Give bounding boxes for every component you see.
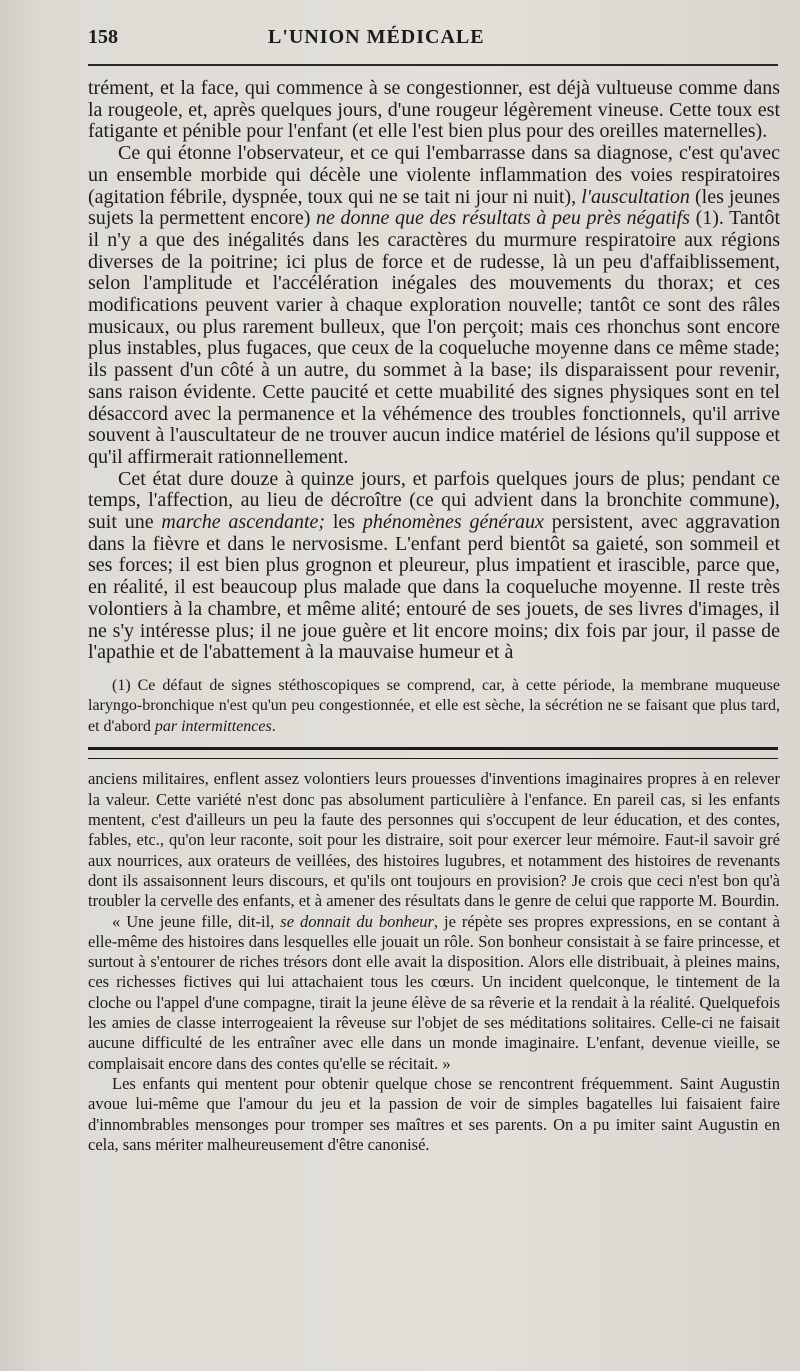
footnote-text-c: . [271, 717, 276, 735]
page-header [88, 26, 778, 66]
feuilleton-paragraph-2-text-b: , je répète ses propres expressions, en se contant à elle-même des histoires dans lesquelles elle jouait un rôle. Son bonheur consistait à se faire princesse, et surtout à s'entourer de riches trésors dont elle avait la disposition. Alors elle distribuait, à pleines mains, ces richesses fictives qui lui attachaient tous les cœurs. Un incident quelconque, le tintement de la cloche ou l'appel d'une compagne, tirait la jeune élève de sa rêverie et la rendait à la réalité. Quelquefois les amies de classe interrogeaient la rêveuse sur l'objet de ses méditations solitaires. Celle-ci ne faisait aucune difficulté de les entraîner avec elle dans un monde imaginaire. L'enfant, devenue vieille, se complaisait encore dans des contes qu'elle se récitait. » [88, 911, 781, 1073]
page-number: 158 [88, 26, 118, 48]
paragraph-3-text-a: Cet état dure douze à quinze jours, et parfois quelques jours de plus; pendant ce temps, l'affection, au lieu de décroître (ce qui advient dans la bronchite commune), suit une [88, 467, 780, 534]
feuilleton-paragraph-3-text: Les enfants qui mentent pour obtenir quelque chose se rencontrent fréquemment. Saint Augustin avoue lui-même que l'amour du jeu et la passion de voir de simples bagatelles lui faisaient faire d'innombrables mensonges pour tromper ses maîtres et ses parents. On a pu imiter saint Augustin en cela, sans mériter malheureusement d'être canonisé. [88, 1073, 780, 1154]
running-title: L'UNION MÉDICALE [268, 26, 485, 48]
feuilleton-section [88, 769, 780, 1155]
paragraph-2-italic-b: ne donne que des résultats à peu près négatifs [316, 207, 690, 230]
paragraph-2-text-a: Ce qui étonne l'observateur, et ce qui l'embarrasse dans sa diagnose, c'est qu'avec un ensemble morbide qui décèle une violente inflammation des voies respiratoires (agitation fébrile, dyspnée, toux qui ne se tait ni jour ni nuit), [88, 142, 780, 208]
footnote [88, 676, 780, 738]
paragraph-3-italic-b: phénomènes généraux [362, 511, 544, 534]
paragraph-2 [88, 143, 780, 469]
paragraph-2-text-b: (les jeunes sujets la permettent encore) [88, 185, 780, 230]
paragraph-2-text-c: (1). Tantôt il n'y a que des inégalités dans les caractères du murmure respiratoire aux régions diverses de la poitrine; ici plus de force et de rudesse, là un peu d'affaiblissement, selon l'amplitude et l'accélération inégales des mouvements du thorax; et ces modifications peuvent varier à chaque exploration nouvelle; tantôt ce sont des râles musicaux, ou plus rarement bulleux, que l'on perçoit; mais ces rhonchus sont encore plus instables, plus fugaces, que ceux de la coqueluche moyenne dans ce même stade; ils passent d'un côté à un autre, du sommet à la base; ils disparaissent pour revenir, sans raison évidente. Cette paucité et cette muabilité des signes physiques sont en tel désaccord avec la permanence et la véhémence des troubles fonctionnels, qu'il arrive souvent à l'auscultateur de ne trouver aucun indice matériel de lésions qu'il suppose et qu'il affirmerait rationnellement. [88, 207, 780, 468]
paragraph-3 [88, 469, 780, 664]
feuilleton-paragraph-2-text-a: « Une jeune fille, dit-il, [112, 911, 281, 931]
paragraph-3-text-b: les [325, 511, 363, 534]
feuilleton-separator [88, 747, 778, 759]
feuilleton-paragraph-1 [88, 769, 780, 911]
paragraph-1-text: trément, et la face, qui commence à se congestionner, est déjà vultueuse comme dans la rougeole, et, après quelques jours, d'une rougeur légèrement vineuse. Cette toux est fatigante et pénible pour l'enfant (et elle l'est bien plus pour des oreilles maternelles). [88, 77, 780, 143]
feuilleton-paragraph-2-italic: se donnait du bonheur [280, 911, 434, 931]
main-article [88, 78, 780, 664]
paragraph-2-italic-a: l'auscultation [581, 185, 690, 208]
footnote-italic: par intermittences [154, 717, 272, 735]
paragraph-1 [88, 78, 780, 143]
feuilleton-paragraph-1-text: anciens militaires, enflent assez volontiers leurs prouesses d'inventions imaginaires propres à en relever la valeur. Cette variété n'est donc pas absolument particulière à l'enfance. En pareil cas, si les enfants mentent, c'est d'ailleurs un peu la faute des personnes qui s'occupent de leur éducation, et des contes, fables, etc., qu'on leur raconte, soit pour les distraire, soit pour exercer leur mémoire. Faut-il savoir gré aux nourrices, aux orateurs de veillées, des histoires lugubres, et notamment des histoires de revenants dont ils assaisonnent leurs discours, et qu'ils ont toujours en provision? Je crois que ceci n'est bon qu'à troubler la cervelle des enfants, et à amener des résultats dans le genre de celui que rapporte M. Bourdin. [88, 769, 780, 911]
feuilleton-paragraph-3 [88, 1074, 780, 1155]
paragraph-3-text-c: persistent, avec aggravation dans la fièvre et dans le nervosisme. L'enfant perd bientôt sa gaieté, son sommeil et ses forces; il est bien plus grognon et pleureur, plus impatient et irascible, parce que, en réalité, il est beaucoup plus malade que dans la coqueluche moyenne. Il reste très volontiers à la chambre, et même alité; entouré de ses jouets, de ses livres d'images, il ne s'y intéresse plus; il ne joue guère et lit encore moins; dix fois par jour, il passe de l'apathie et de l'abattement à la mauvaise humeur et à [88, 511, 781, 664]
paragraph-3-italic-a: marche ascendante; [161, 511, 326, 534]
footnote-text-a: (1) Ce défaut de signes stéthoscopiques se comprend, car, à cette période, la membrane muqueuse laryngo-bronchique n'est qu'un peu congestionnée, et elle est sèche, la sécrétion ne se faisant que plus tard, et d'abord [88, 676, 780, 735]
feuilleton-paragraph-2 [88, 912, 780, 1074]
